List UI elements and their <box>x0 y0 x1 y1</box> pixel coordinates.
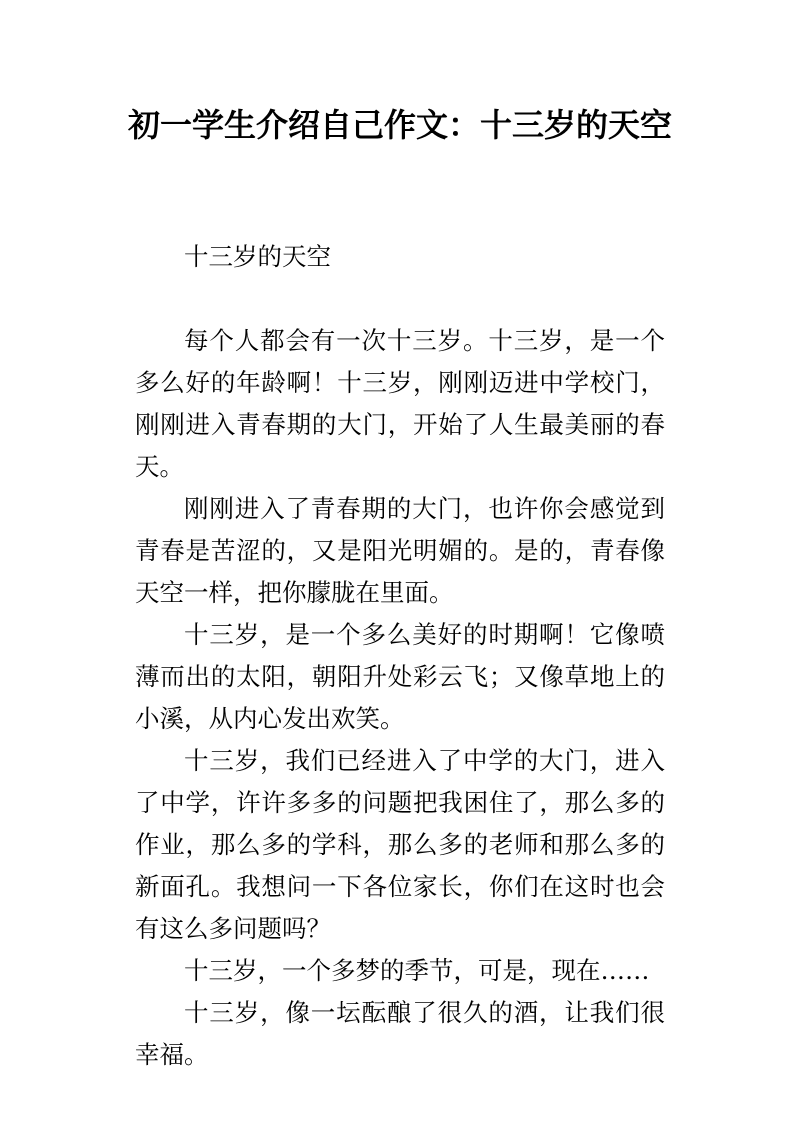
paragraph-1: 每个人都会有一次十三岁。十三岁，是一个多么好的年龄啊！十三岁，刚刚迈进中学校门，刚刚进入青春期的大门，开始了人生最美丽的春天。 <box>135 326 665 481</box>
paragraph-5: 十三岁，一个多梦的季节，可是，现在…… <box>184 956 650 985</box>
document-body <box>135 236 665 1076</box>
document-title: 初一学生介绍自己作文：十三岁的天空 <box>127 106 672 144</box>
paragraph-4: 十三岁，我们已经进入了中学的大门，进入了中学，许许多多的问题把我困住了，那么多的作业，那么多的学科，那么多的老师和那么多的新面孔。我想问一下各位家长，你们在这时也会有这么多问题吗？ <box>135 746 665 943</box>
essay-subtitle: 十三岁的天空 <box>184 242 331 271</box>
paragraph-3: 十三岁，是一个多么美好的时期啊！它像喷薄而出的太阳，朝阳升处彩云飞；又像草地上的小溪，从内心发出欢笑。 <box>135 620 665 733</box>
paragraph-6: 十三岁，像一坛酝酿了很久的酒，让我们很幸福。 <box>135 998 665 1069</box>
paragraph-2: 刚刚进入了青春期的大门，也许你会感觉到青春是苦涩的，又是阳光明媚的。是的，青春像天空一样，把你朦胧在里面。 <box>135 494 665 607</box>
